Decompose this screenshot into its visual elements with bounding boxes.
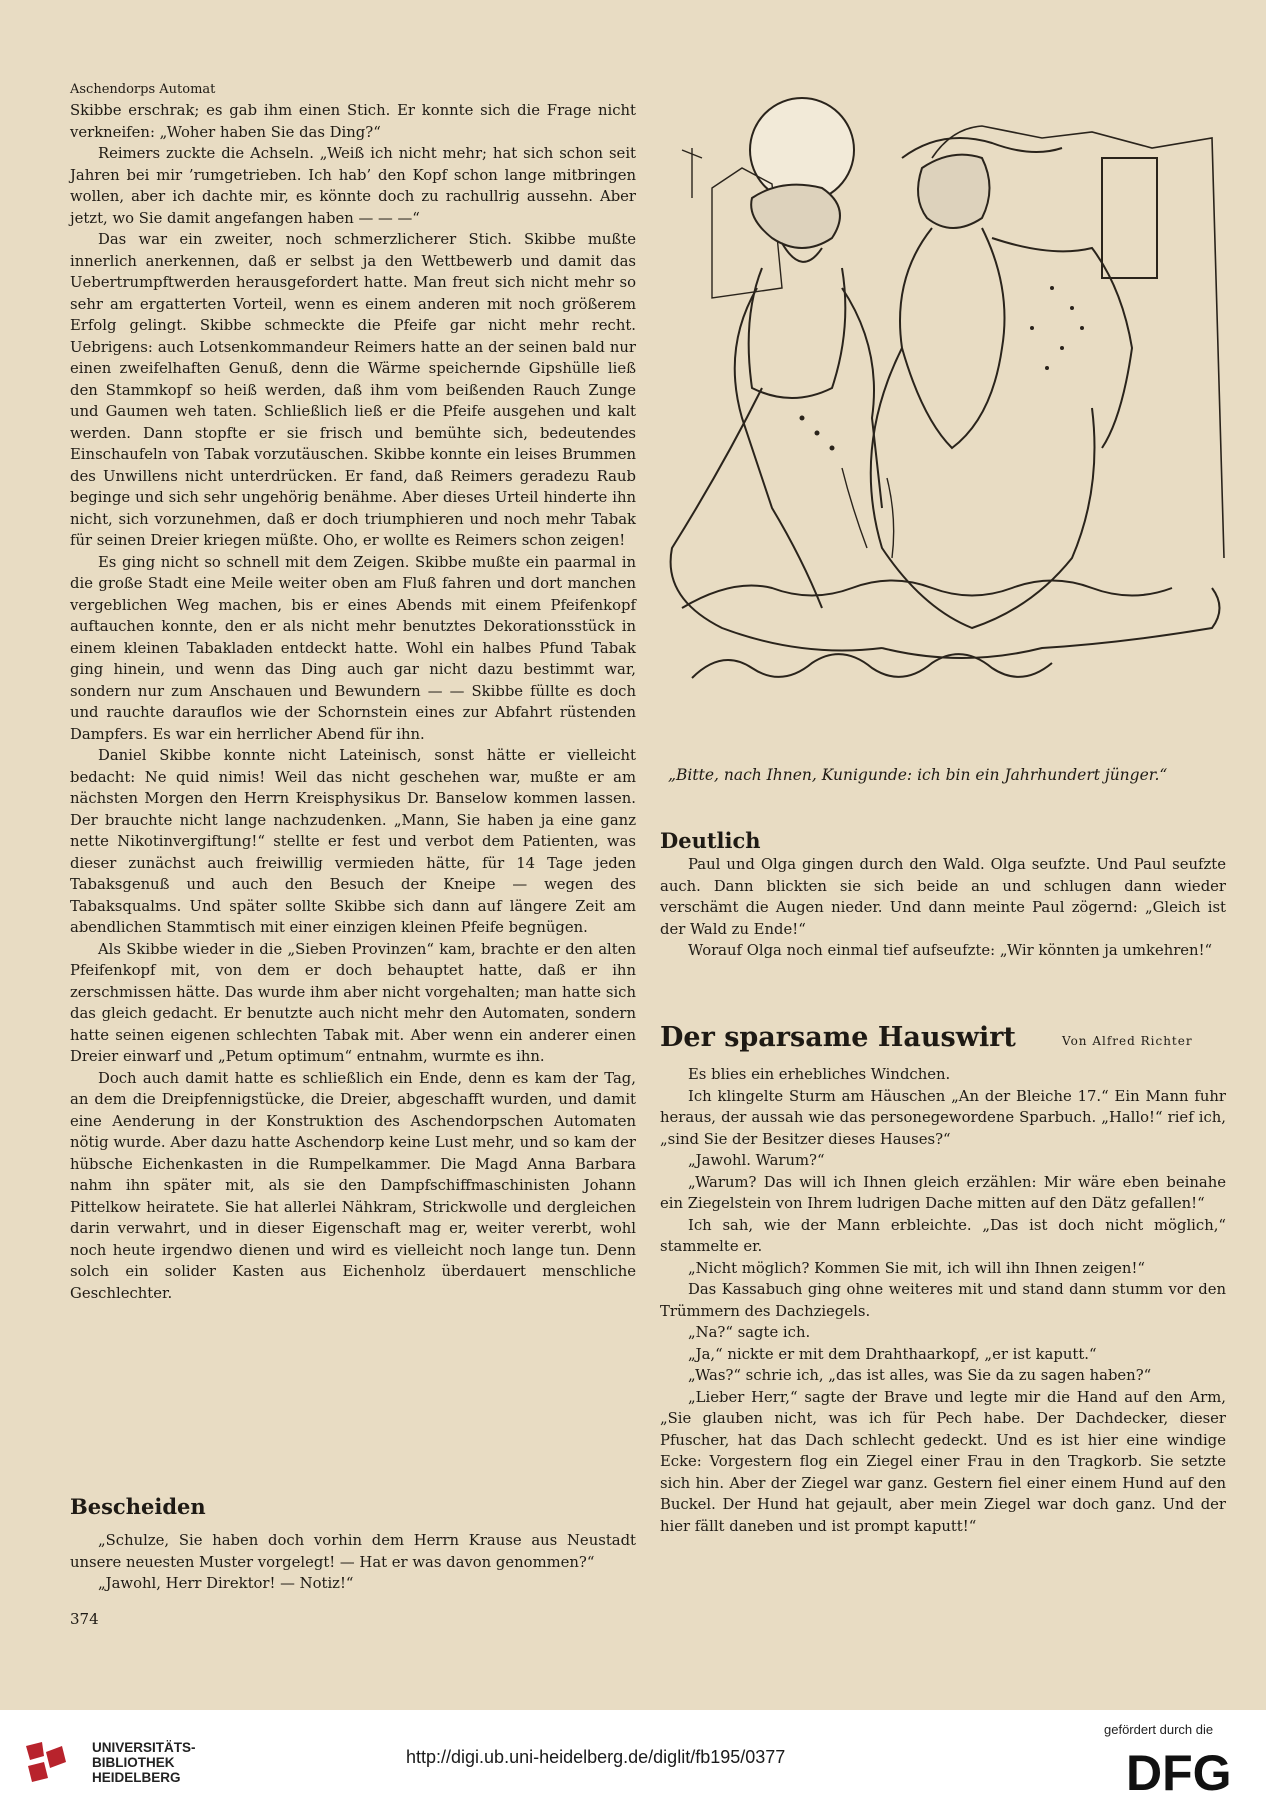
paragraph: Als Skibbe wieder in die „Sieben Provinzen“ kam, brachte er den alten Pfeifenkopf mit, von dem er doch behauptet hatte, daß er ihn zerschmissen hätte. Das wurde ihm aber nicht vorgehalten; man hatte sich das gleich gedacht. Er benutzte auch nicht mehr den Automaten, sondern hatte seinen eigenen schlechten Tabak mit. Aber wenn ein anderer einen Dreier einwarf und „Petum optimum“ entnahm, wurmte es ihn. [70, 940, 636, 1065]
paragraph: Daniel Skibbe konnte nicht Lateinisch, sonst hätte er vielleicht bedacht: Ne quid nimis! Weil das nicht geschehen war, mußte er am nächsten Morgen den Herrn Kreisphysikus Dr. Banselow kommen lassen. Der brauchte nicht lange nachzudenken. „Mann, Sie haben ja eine ganz nette Nikotinvergiftung!“ stellte er fest und verbot dem Patienten, was dieser zunächst auch freiwillig vermieden hätte, für 14 Tage jeden Tabaksgenuß und auch den Besuch der Kneipe — wegen des Tabaksqualms. Und später sollte Skibbe sich dann auf längere Zeit am abendlichen Stammtisch mit einer einzigen kleinen Pfeife begnügen. [70, 747, 636, 936]
paragraph: Ich klingelte Sturm am Häuschen „An der Bleiche 17.“ Ein Mann fuhr heraus, der aussah wie das personegewordene Sparbuch. „Hallo!“ rief ich, „sind Sie der Besitzer dieses Hauses?“ [660, 1087, 1226, 1148]
left-column-text [70, 100, 636, 1304]
dfg-logo [1126, 1746, 1248, 1796]
paragraph: Doch auch damit hatte es schließlich ein Ende, denn es kam der Tag, an dem die Dreipfennigstücke, die Dreier, abgeschafft wurden, und damit eine Aenderung in der Konstruktion des Aschendorpschen Automaten nötig wurde. Aber dazu hatte Aschendorp keine Lust mehr, und so kam der hübsche Eichenkasten in die Rumpelkammer. Die Magd Anna Barbara nahm ihn später mit, als sie den Dampfschiffmaschinisten Johann Pittelkow heiratete. Sie hat allerlei Nähkram, Strickwolle und dergleichen darin verwahrt, und in dieser Eigenschaft mag er, weiter vererbt, wohl noch heute irgendwo dienen und wird es vielleicht noch lange tun. Denn solch ein solider Kasten aus Eichenholz überdauert menschliche Geschlechter. [70, 1069, 636, 1302]
paragraph: „Ja,“ nickte er mit dem Drahthaarkopf, „er ist kaputt.“ [688, 1345, 1097, 1363]
paragraph: Das war ein zweiter, noch schmerzlicherer Stich. Skibbe mußte innerlich anerkennen, daß er selbst ja den Wettbewerb und damit das Uebertrumpftwerden herausgefordert hatte. Man freut sich nicht mehr so sehr am ergatterten Vorteil, wenn es einem anderen mit noch größerem Erfolg gelingt. Skibbe schmeckte die Pfeife gar nicht mehr recht. Uebrigens: auch Lotsenkommandeur Reimers hatte an der seinen bald nur einen zweifelhaften Genuß, denn die Wärme speichernde Gipshülle ließ den Stammkopf so heiß werden, daß ihm vom beißenden Rauch Zunge und Gaumen weh taten. Schließlich ließ er die Pfeife ausgehen und kalt werden. Dann stopfte er sie frisch und bemühte sich, bedeutendes Einschaufeln von Tabak vorzutäuschen. Skibbe konnte ein leises Brummen des Unwillens nicht unterdrücken. Er fand, daß Reimers geradezu Raub beginge und sich sehr ungehörig benähme. Aber dieses Urteil hinderte ihn nicht, sich vorzunehmen, daß er doch triumphieren und noch mehr Tabak für seinen Dreier kriegen müßte. Oho, er wollte es Reimers schon zeigen! [70, 231, 636, 549]
dfg-logo-text: DFG [1126, 1746, 1232, 1796]
paragraph: Ich sah, wie der Mann erbleichte. „Das ist doch nicht möglich,“ stammelte er. [660, 1216, 1226, 1255]
paragraph: Es blies ein erhebliches Windchen. [688, 1066, 951, 1083]
paragraph: Paul und Olga gingen durch den Wald. Olga seufzte. Und Paul seufzte auch. Dann blickten sie sich beide an und schlugen dann wieder verschämt die Augen nieder. Und dann meinte Paul zögernd: „Gleich ist der Wald zu Ende!“ [660, 856, 1226, 938]
illustration-caption: „Bitte, nach Ihnen, Kunigunde: ich bin ein Jahrhundert jünger.“ [668, 766, 1168, 784]
viewer-footer [0, 1710, 1266, 1806]
paragraph: „Jawohl, Herr Direktor! — Notiz!“ [98, 1575, 354, 1592]
paragraph: Es ging nicht so schnell mit dem Zeigen. Skibbe mußte ein paarmal in die große Stadt eine Meile weiter oben am Fluß fahren und dort manchen vergeblichen Weg machen, bis er eines Abends mit einem Pfeifenkopf auftauchen konnte, den er als nicht mehr benutztes Dekorationsstück in einem kleinen Tabakladen entdeckt hatte. Wohl ein halbes Pfund Tabak ging hinein, und wenn das Ding auch gar nicht dazu bestimmt war, sondern nur zum Anschauen und Bewundern — — Skibbe füllte es doch und rauchte darauflos wie der Schornstein eines zur Abfahrt rüstenden Dampfers. Es war ein herrlicher Abend für ihn. [70, 553, 636, 743]
bescheiden-text [70, 1530, 636, 1595]
sponsor-label: gefördert durch die [1104, 1722, 1214, 1737]
byline: Von Alfred Richter [1062, 1034, 1193, 1048]
paragraph: Das Kassabuch ging ohne weiteres mit und stand dann stumm vor den Trümmern des Dachziegels. [660, 1281, 1226, 1320]
paragraph: „Na?“ sagte ich. [688, 1324, 811, 1341]
paragraph: „Nicht möglich? Kommen Sie mit, ich will ihn Ihnen zeigen!“ [688, 1259, 1145, 1277]
page-number: 374 [70, 1610, 99, 1628]
running-head: Aschendorps Automat [70, 82, 216, 97]
institution-name: UNIVERSITÄTS- BIBLIOTHEK HEIDELBERG [92, 1740, 196, 1785]
university-seal-icon [22, 1738, 86, 1784]
section-heading-bescheiden: Bescheiden [70, 1494, 206, 1519]
illustration-two-figures [652, 88, 1232, 752]
paragraph: „Lieber Herr,“ sagte der Brave und legte mir die Hand auf den Arm, „Sie glauben nicht, was ich für Pech habe. Der Dachdecker, dieser Pfuscher, hat das Dach schlecht gedeckt. Und es ist hier eine windige Ecke: Vorgestern flog ein Ziegel einer Frau in den Tragkorb. Sie setzte sich hin. Aber der Ziegel war ganz. Gestern fiel einer einem Hund auf den Buckel. Der Hund hat gejault, aber mein Ziegel war doch ganz. Und der hier fällt daneben und ist prompt kaputt!“ [660, 1388, 1226, 1535]
paragraph: Reimers zuckte die Achseln. „Weiß ich nicht mehr; hat sich schon seit Jahren bei mir ’rumgetrieben. Ich hab’ den Kopf schon lange mitbringen wollen, aber ich dachte mir, es könnte doch zu rachullrig aussehn. Aber jetzt, wo Sie damit angefangen haben — — —“ [70, 145, 636, 227]
paragraph: „Was?“ schrie ich, „das ist alles, was Sie da zu sagen haben?“ [688, 1367, 1152, 1384]
deutlich-text [660, 854, 1226, 962]
hauswirt-text [660, 1064, 1226, 1537]
paragraph: „Warum? Das will ich Ihnen gleich erzählen: Mir wäre eben beinahe ein Ziegelstein von Ihrem ludrigen Dache mitten auf den Dätz gefallen!“ [660, 1173, 1226, 1212]
paragraph: Skibbe erschrak; es gab ihm einen Stich. Er konnte sich die Frage nicht verkneifen: „Woher haben Sie das Ding?“ [70, 102, 636, 141]
paragraph: „Jawohl. Warum?“ [688, 1152, 825, 1169]
section-heading-hauswirt: Der sparsame Hauswirt [660, 1022, 1016, 1053]
paragraph: „Schulze, Sie haben doch vorhin dem Herrn Krause aus Neustadt unsere neuesten Muster vorgelegt! — Hat er was davon genommen?“ [70, 1532, 636, 1571]
permalink-url[interactable]: http://digi.ub.uni-heidelberg.de/diglit/fb195/0377 [406, 1747, 786, 1767]
section-heading-deutlich: Deutlich [660, 828, 761, 853]
paragraph: Worauf Olga noch einmal tief aufseufzte: „Wir könnten ja umkehren!“ [688, 942, 1213, 959]
